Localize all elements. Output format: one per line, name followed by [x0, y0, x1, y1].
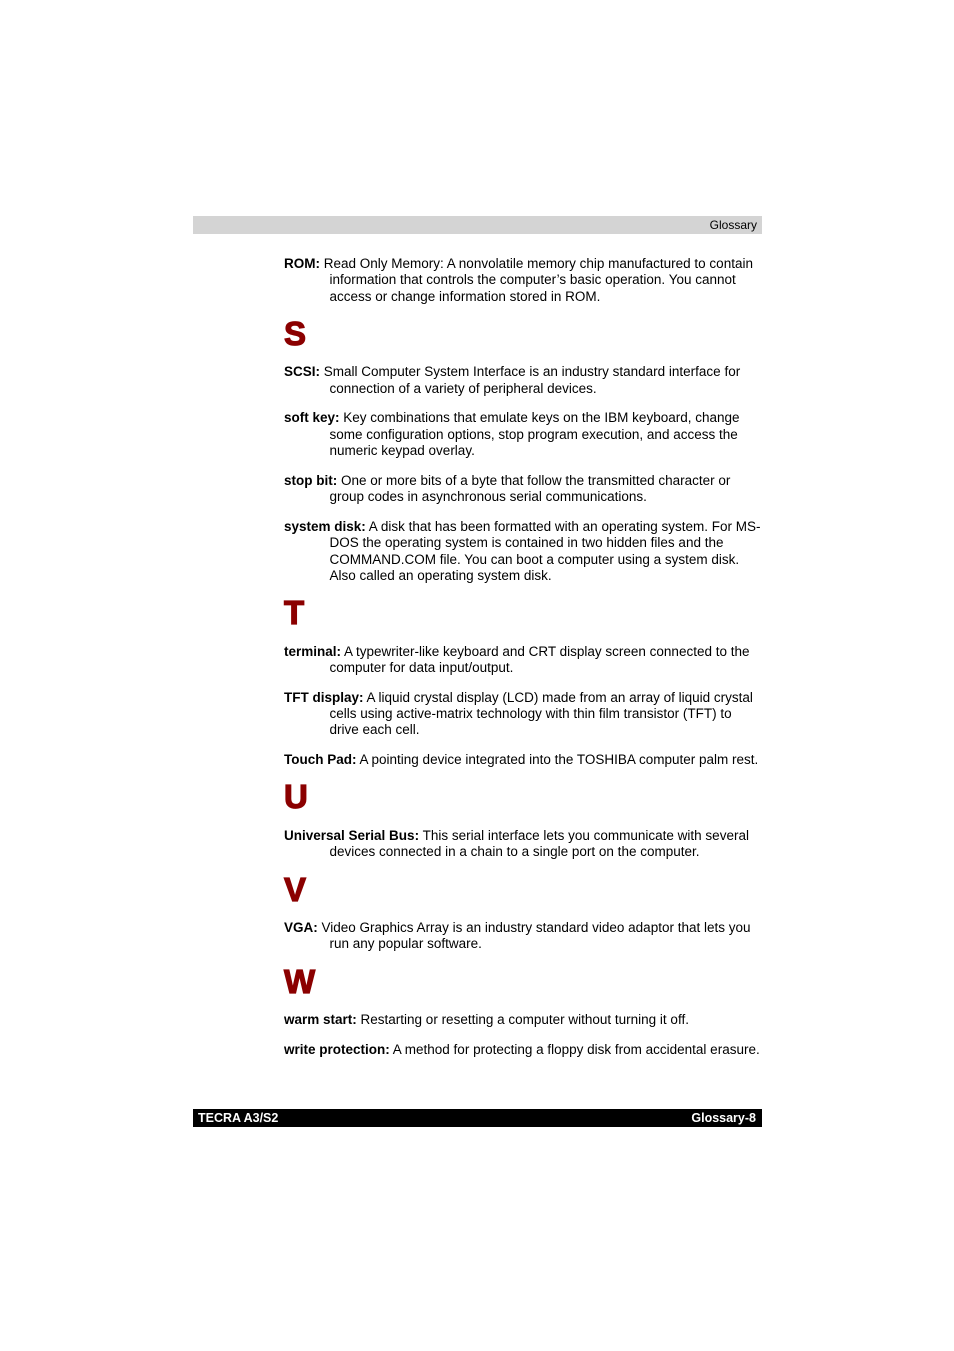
glossary-entry-stop-bit — [284, 473, 764, 506]
glossary-definition: A method for protecting a floppy disk from accidental erasure. — [389, 1041, 760, 1057]
glossary-definition: Key combinations that emulate keys on the IBM keyboard, change some configuration options, stop program execution, and access the numeric keypad overlay. — [329, 410, 740, 459]
running-header-title: Glossary — [709, 218, 757, 232]
footer-page-number: Glossary-8 — [691, 1111, 756, 1125]
glossary-definition: Small Computer System Interface is an industry standard interface for connection of a variety of peripheral devices. — [320, 364, 741, 396]
glossary-content — [284, 256, 764, 1063]
glossary-term: Universal Serial Bus: — [284, 827, 420, 843]
glossary-entry-system-disk — [284, 519, 764, 584]
glossary-term: ROM: — [284, 256, 320, 271]
glossary-term: SCSI: — [284, 364, 321, 380]
section-letter-t: T — [284, 594, 305, 632]
glossary-term: VGA: — [284, 920, 318, 936]
glossary-term: soft key: — [284, 410, 340, 426]
glossary-entry-scsi — [284, 364, 764, 397]
glossary-term: write protection: — [284, 1041, 390, 1057]
glossary-definition: A disk that has been formatted with an operating system. For MS-DOS the operating system is contained in two hidden files and the COMMAND.COM file. You can boot a computer using a system disk. Also called an operating system disk. — [329, 518, 761, 583]
glossary-entry-vga — [284, 920, 764, 953]
section-letter-u: U — [284, 778, 308, 816]
glossary-definition: Restarting or resetting a computer without turning it off. — [356, 1012, 689, 1028]
glossary-term: terminal: — [284, 643, 342, 659]
glossary-entry-warm-start — [284, 1012, 764, 1028]
glossary-definition: This serial interface lets you communicate with several devices connected in a chain to a single port on the computer. — [329, 827, 749, 860]
glossary-entry-tft-display — [284, 690, 764, 739]
glossary-entry-rom — [284, 256, 764, 305]
glossary-entry-usb — [284, 828, 764, 861]
glossary-definition: Read Only Memory: A nonvolatile memory chip manufactured to contain information that controls the computer’s basic operation. You cannot access or change information stored in ROM. — [320, 256, 753, 304]
glossary-entry-touch-pad — [284, 752, 764, 768]
footer-model: TECRA A3/S2 — [198, 1111, 279, 1125]
glossary-definition: A pointing device integrated into the TOSHIBA computer palm rest. — [356, 752, 759, 768]
running-header — [193, 216, 762, 234]
section-letter-v: V — [284, 870, 307, 908]
glossary-term: TFT display: — [284, 689, 364, 705]
section-letter-s: S — [284, 314, 307, 352]
glossary-definition: Video Graphics Array is an industry standard video adaptor that lets you run any popular software. — [317, 920, 751, 952]
glossary-term: Touch Pad: — [284, 752, 357, 768]
glossary-term: system disk: — [284, 518, 366, 534]
glossary-definition: A typewriter-like keyboard and CRT display screen connected to the computer for data input/output. — [329, 643, 750, 675]
glossary-definition: One or more bits of a byte that follow the transmitted character or group codes in asynchronous serial communications. — [329, 472, 731, 505]
glossary-entry-write-protection — [284, 1042, 764, 1058]
glossary-entry-soft-key — [284, 410, 764, 459]
glossary-definition: A liquid crystal display (LCD) made from an array of liquid crystal cells using active-matrix technology with thin film transistor (TFT) to drive each cell. — [329, 689, 753, 738]
section-letter-w: W — [284, 962, 316, 1000]
glossary-term: warm start: — [284, 1012, 357, 1028]
running-footer — [193, 1109, 762, 1127]
glossary-term: stop bit: — [284, 472, 338, 488]
glossary-entry-terminal — [284, 644, 764, 677]
